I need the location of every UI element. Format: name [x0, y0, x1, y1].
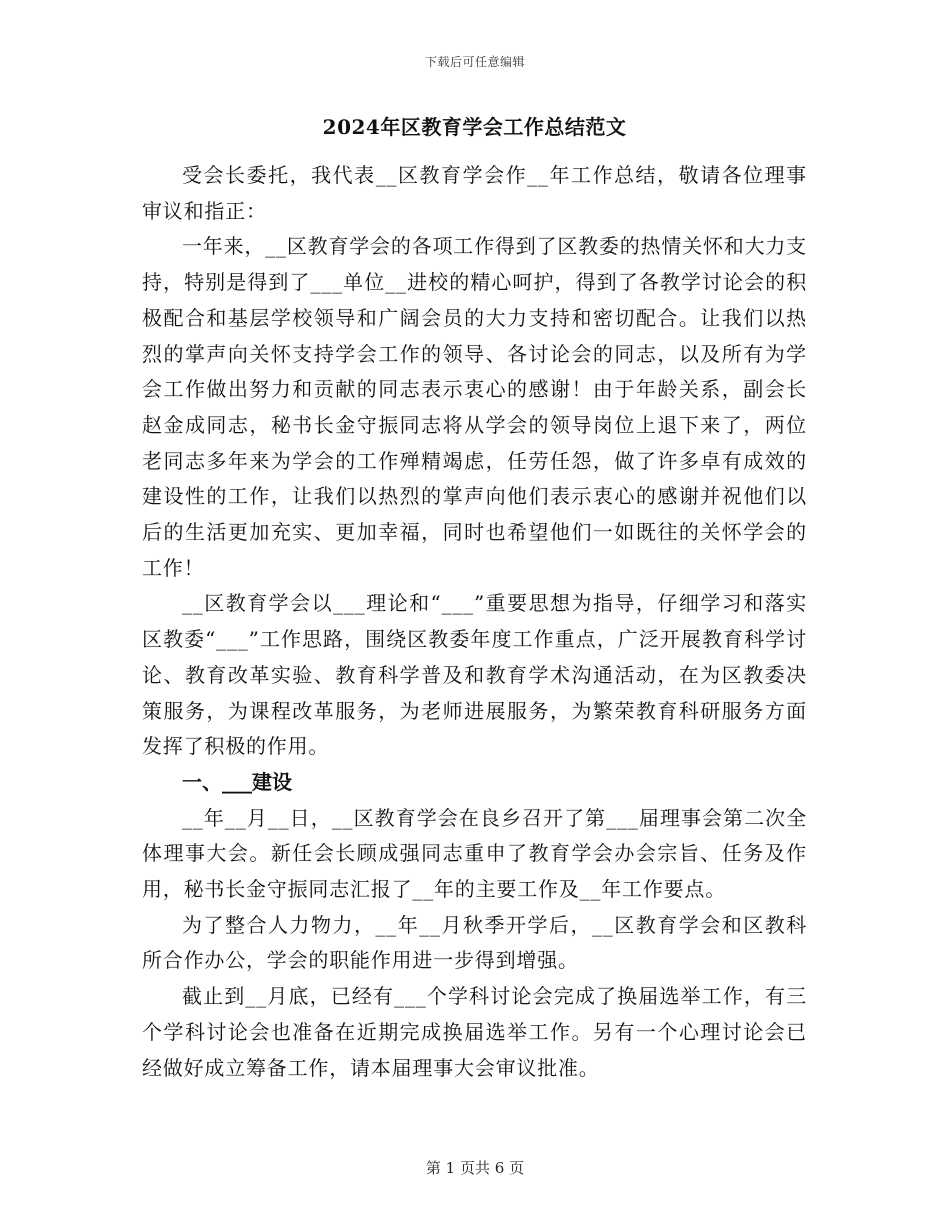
document-body — [142, 110, 807, 1086]
document-title: 2024年区教育学会工作总结范文 — [322, 115, 627, 139]
section-heading: 一、___建设 — [182, 769, 292, 794]
section-paragraph: 截止到__月底，已经有___个学科讨论会完成了换届选举工作，有三个学科讨论会也准备在近期完成换届选举工作。另有一个心理讨论会已经做好成立筹备工作，请本届理事大会审议批准。 — [142, 984, 807, 1080]
section-paragraph: 为了整合人力物力，__年__月秋季开学后，__区教育学会和区教科所合作办公，学会的职能作用进一步得到增强。 — [142, 912, 807, 973]
intro-paragraph: 受会长委托，我代表__区教育学会作__年工作总结，敬请各位理事审议和指正： — [142, 163, 807, 223]
page-header-note: 下载后可任意编辑 — [424, 55, 525, 69]
acknowledgement-paragraph: 一年来，__区教育学会的各项工作得到了区教委的热情关怀和大力支持，特别是得到了___单位__进校的精心呵护，得到了各教学讨论会的积极配合和基层学校领导和广阔会员的大力支持和密切配合。让我们以热烈的掌声向关怀支持学会工作的领导、各讨论会的同志，以及所有为学会工作做出努力和贡献的同志表示衷心的感谢！由于年龄关系，副会长赵金成同志，秘书长金守振同志将从学会的领导岗位上退下来了，两位老同志多年来为学会的工作殚精竭虑，任劳任怨，做了许多卓有成效的建设性的工作，让我们以热烈的掌声向他们表示衷心的感谢并祝他们以后的生活更加充实、更加幸福，同时也希望他们一如既往的关怀学会的工作！ — [142, 234, 807, 580]
guiding-principles-paragraph: __区教育学会以___理论和“___”重要思想为指导，仔细学习和落实区教委“___”工作思路，围绕区教委年度工作重点，广泛开展教育科学讨论、教育改革实验、教育科学普及和教育学术沟通活动，在为区教委决策服务，为课程改革服务，为老师进展服务，为繁荣教育科研服务方面发挥了积极的作用。 — [142, 591, 807, 759]
section-paragraph: __年__月__日，__区教育学会在良乡召开了第___届理事会第二次全体理事大会。新任会长顾成强同志重申了教育学会办会宗旨、任务及作用，秘书长金守振同志汇报了__年的主要工作及__年工作要点。 — [142, 805, 807, 902]
page-number-footer: 第 1 页共 6 页 — [425, 1159, 525, 1177]
